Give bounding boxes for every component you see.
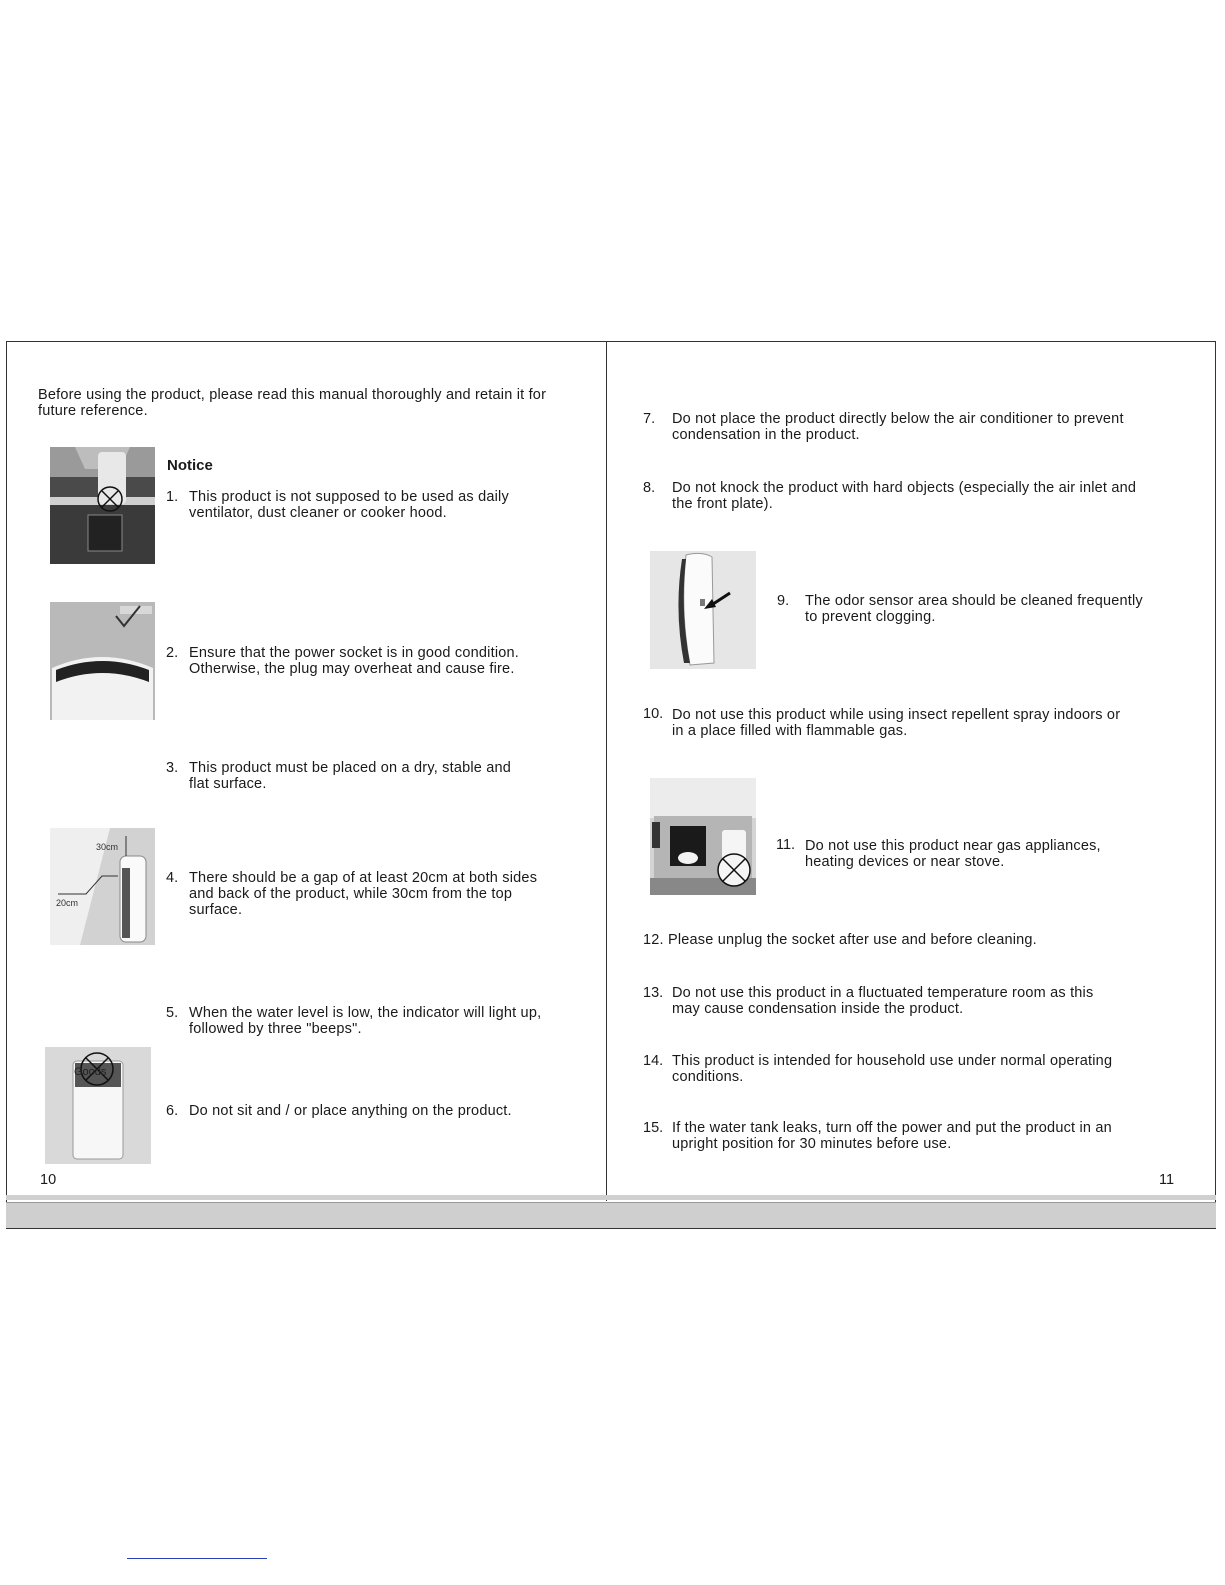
- item-15-number: 15.: [643, 1120, 664, 1136]
- item-3-line-2: flat surface.: [189, 776, 267, 792]
- item-4-number: 4.: [166, 870, 179, 886]
- item-7-line-1: Do not place the product directly below the air conditioner to prevent: [672, 411, 1124, 427]
- item-13-line-1: Do not use this product in a fluctuated temperature room as this: [672, 985, 1094, 1001]
- goods-label: Goods: [74, 1066, 107, 1078]
- item-3-line-1: This product must be placed on a dry, stable and: [189, 760, 512, 776]
- item-5-number: 5.: [166, 1005, 179, 1021]
- item-3-number: 3.: [166, 760, 179, 776]
- item-10-line-2: in a place filled with flammable gas.: [672, 723, 908, 739]
- side-gap-label: 20cm: [56, 898, 79, 908]
- item-8-number: 8.: [643, 480, 656, 496]
- footer-line: [6, 1195, 1216, 1200]
- item-15-line-1: If the water tank leaks, turn off the power and put the product in an: [672, 1120, 1112, 1136]
- footer-band: [6, 1202, 1216, 1228]
- fireplace-image: [650, 778, 756, 895]
- item-6-number: 6.: [166, 1103, 179, 1119]
- clearance-diagram-image: [50, 828, 155, 945]
- item-5-line-1: When the water level is low, the indicator will light up,: [189, 1005, 542, 1021]
- top-gap-label: 30cm: [96, 842, 119, 852]
- no-sitting-image: [45, 1047, 151, 1164]
- intro-line-1: Before using the product, please read this manual thoroughly and retain it for: [38, 387, 547, 403]
- item-11-number: 11.: [776, 837, 796, 853]
- kitchen-image: [50, 447, 155, 564]
- manual-spread-frame: [6, 341, 1216, 1229]
- item-8-line-1: Do not knock the product with hard objects (especially the air inlet and: [672, 480, 1137, 496]
- item-2-line-2: Otherwise, the plug may overheat and cause fire.: [189, 661, 515, 677]
- item-11-line-1: Do not use this product near gas appliances,: [805, 838, 1101, 854]
- item-1-line-1: This product is not supposed to be used as daily: [189, 489, 509, 505]
- item-8-line-2: the front plate).: [672, 496, 773, 512]
- item-7-number: 7.: [643, 411, 656, 427]
- item-7-line-2: condensation in the product.: [672, 427, 860, 443]
- item-13-number: 13.: [643, 985, 664, 1001]
- item-11-line-2: heating devices or near stove.: [805, 854, 1005, 870]
- item-15-line-2: upright position for 30 minutes before use.: [672, 1136, 952, 1152]
- page-divider: [606, 341, 607, 1201]
- item-4-line-3: surface.: [189, 902, 243, 918]
- item-10-number: 10.: [643, 706, 664, 722]
- item-2-line-1: Ensure that the power socket is in good condition.: [189, 645, 519, 661]
- item-12-line-1: 12. Please unplug the socket after use and before cleaning.: [643, 932, 1037, 948]
- item-6-line-1: Do not sit and / or place anything on the product.: [189, 1103, 512, 1119]
- page-number-right: 11: [1159, 1172, 1175, 1188]
- item-5-line-2: followed by three "beeps".: [189, 1021, 362, 1037]
- odor-sensor-image: [650, 551, 756, 669]
- item-14-line-1: This product is intended for household use under normal operating: [672, 1053, 1113, 1069]
- power-socket-image: [50, 602, 155, 720]
- item-9-number: 9.: [777, 593, 790, 609]
- item-14-number: 14.: [643, 1053, 664, 1069]
- notice-heading: Notice: [167, 457, 213, 474]
- intro-line-2: future reference.: [38, 403, 148, 419]
- item-4-line-2: and back of the product, while 30cm from the top: [189, 886, 513, 902]
- page-number-left: 10: [40, 1172, 57, 1188]
- item-2-number: 2.: [166, 645, 179, 661]
- footer-link-underline[interactable]: [127, 1558, 267, 1559]
- item-9-line-2: to prevent clogging.: [805, 609, 936, 625]
- item-1-number: 1.: [166, 489, 179, 505]
- item-9-line-1: The odor sensor area should be cleaned frequently: [805, 593, 1143, 609]
- item-10-line-1: Do not use this product while using insect repellent spray indoors or: [672, 707, 1121, 723]
- item-4-line-1: There should be a gap of at least 20cm at both sides: [189, 870, 538, 886]
- item-13-line-2: may cause condensation inside the product.: [672, 1001, 964, 1017]
- item-1-line-2: ventilator, dust cleaner or cooker hood.: [189, 505, 447, 521]
- item-14-line-2: conditions.: [672, 1069, 744, 1085]
